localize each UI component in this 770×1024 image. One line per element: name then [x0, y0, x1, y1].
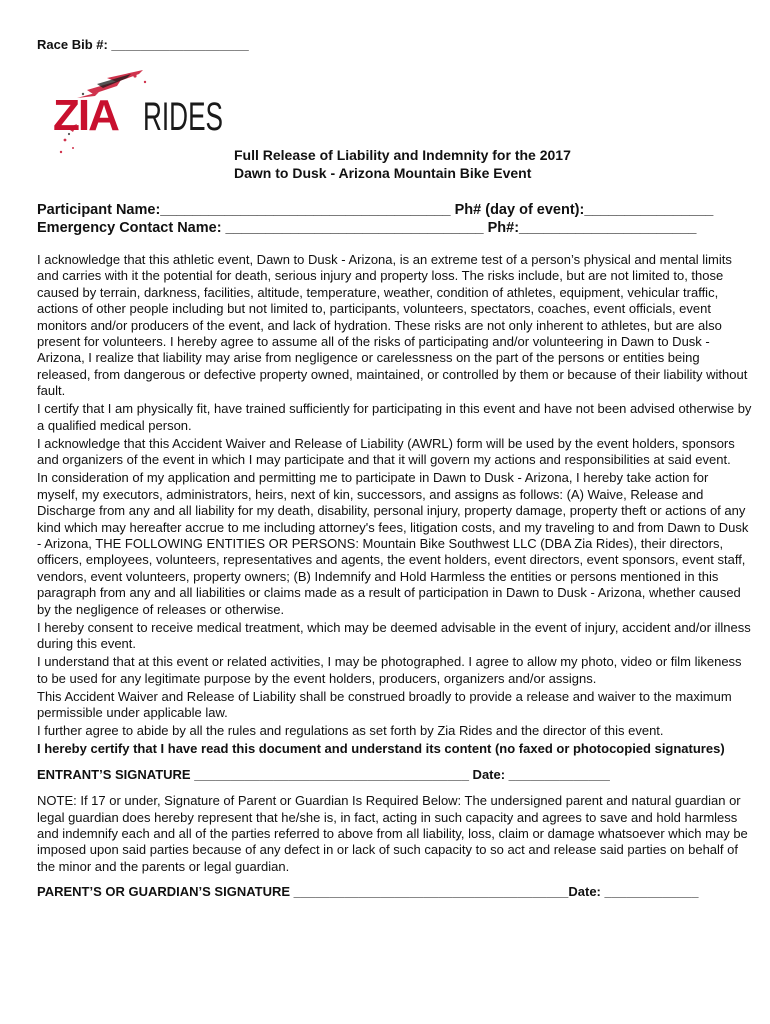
zia-rides-logo: [47, 68, 232, 160]
emergency-contact-field[interactable]: Emergency Contact Name: ________________________________ Ph#:______________________: [37, 220, 697, 236]
logo-zia-text: ZIA: [53, 91, 118, 140]
certify-statement: I hereby certify that I have read this document and understand its content (no faxed or photocopied signatures): [37, 741, 725, 757]
participant-name-field[interactable]: Participant Name:____________________________________ Ph# (day of event):________________: [37, 202, 714, 218]
title-line-2: Dawn to Dusk - Arizona Mountain Bike Event: [234, 165, 532, 181]
paragraph-rules: I further agree to abide by all the rules and regulations as set forth by Zia Rides and the director of this event.: [37, 723, 664, 739]
title-line-1: Full Release of Liability and Indemnity for the 2017: [234, 147, 571, 163]
parent-signature-field[interactable]: PARENT’S OR GUARDIAN’S SIGNATURE ______________________________________Date: _____________: [37, 884, 699, 900]
contact-fields: [37, 201, 713, 237]
paragraph-fitness: I certify that I am physically fit, have trained sufficiently for participating in this event and have not been advised otherwise by a qualified medical person.: [37, 401, 752, 433]
document-title: [234, 146, 571, 182]
waiver-body: [37, 252, 753, 902]
paragraph-photo: I understand that at this event or related activities, I may be photographed. I agree to allow my photo, video or film likeness to be used for any legitimate purpose by the event holders, producers, organizers and/or assigns.: [37, 654, 742, 686]
minor-note: NOTE: If 17 or under, Signature of Parent or Guardian Is Required Below: The undersigned parent and natural guardian or legal guardian does hereby represent that he/she is, in fact, acting in such capacity and agrees to save and hold harmless and indemnify each and all of the parties referred to above from all liability, loss, claim or damage whatsoever which may be imposed upon said parties because of any defect in or lack of such capacity to so act and release said parties on behalf of the minor and the parents or legal guardian.: [37, 793, 748, 874]
logo-rides-text: RIDES: [143, 95, 223, 139]
paragraph-awrl: I acknowledge that this Accident Waiver and Release of Liability (AWRL) form will be used by the event holders, sponsors and organizers of the event in which I may participate and that it will govern my actions and responsibilities at said event.: [37, 435, 735, 468]
entrant-signature-field[interactable]: ENTRANT’S SIGNATURE ______________________________________ Date: ______________: [37, 766, 610, 782]
paragraph-medical: I hereby consent to receive medical treatment, which may be deemed advisable in the event of injury, accident and/or illness during this event.: [37, 619, 751, 652]
paragraph-construed: This Accident Waiver and Release of Liability shall be construed broadly to provide a release and waiver to the maximum permissible under applicable law.: [37, 688, 732, 721]
paragraph-consideration: In consideration of my application and permitting me to participate in Dawn to Dusk - Arizona, I hereby take action for myself, my executors, administrators, heirs, next of kin, successors, and assigns as follows: (A) Waive, Release and Discharge from any and all liability for my death, disability, personal injury, property damage, property theft or actions of any kind which may hereafter accrue to me including attorney's fees, litigation costs, and my traveling to and from Dawn to Dusk - Arizona, THE FOLLOWING ENTITIES OR PERSONS: Mountain Bike Southwest LLC (DBA Zia Rides), their directors, officers, employees, volunteers, representatives and agents, the event holders, event directors, event sponsors, event staff, vendors, event volunteers, property owners; (B) Indemnify and Hold Harmless the entities or persons mentioned in this paragraph from any and all liabilities or claims made as a result of participation in Dawn to Dusk - Arizona, whether caused by the negligence of releases or otherwise.: [37, 470, 749, 617]
race-bib-field[interactable]: Race Bib #: ___________________: [37, 37, 249, 52]
paragraph-risks: I acknowledge that this athletic event, Dawn to Dusk - Arizona, is an extreme test of a person’s physical and mental limits and carries with it the potential for death, serious injury and property loss. The risks include, but are not limited to, those caused by terrain, darkness, facilities, altitude, temperature, weather, condition of athletes, equipment, vehicular traffic, actions of other people including but not limited to, participants, volunteers, spectators, coaches, event officials, event monitors and/or producers of the event, and lack of hydration. These risks are not only inherent to athletes, but are also present for volunteers. I hereby agree to assume all of the risks of participating and/or volunteering in Dawn to Dusk - Arizona, I realize that liability may arise from negligence or carelessness on the part of the persons or entities being released, from dangerous or defective property owned, maintained, or controlled by them or because of their liability without fault.: [37, 252, 748, 399]
